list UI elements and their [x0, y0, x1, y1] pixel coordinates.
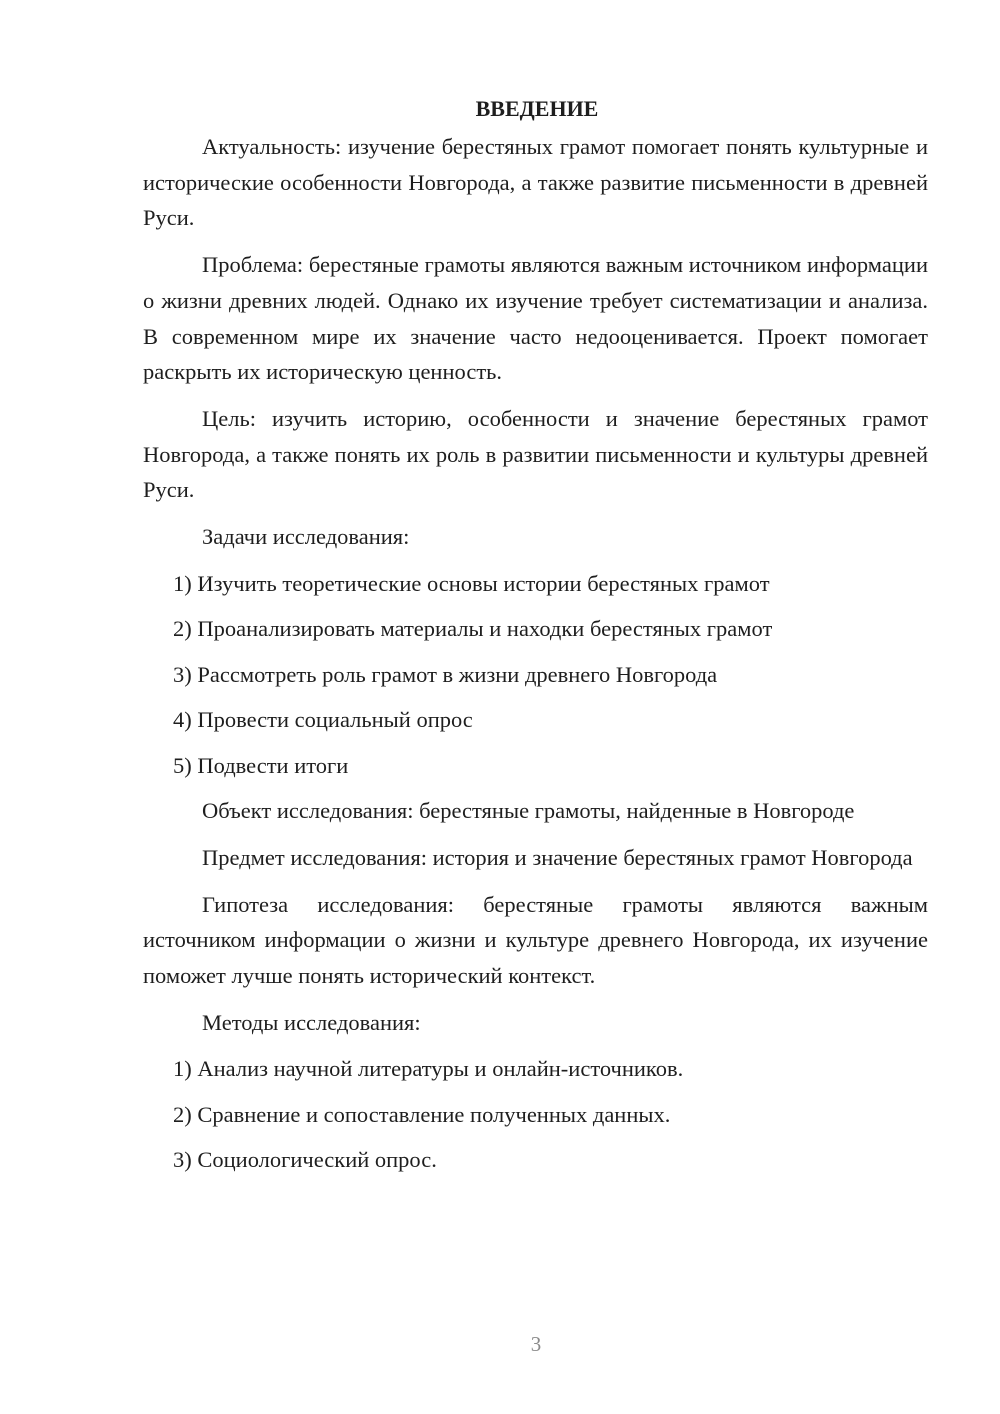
- list-item: 4) Провести социальный опрос: [173, 707, 473, 733]
- tasks-heading: Задачи исследования:: [202, 524, 410, 550]
- page-content: [143, 93, 928, 1188]
- page-title: ВВЕДЕНИЕ: [475, 96, 599, 121]
- list-item: 3) Рассмотреть роль грамот в жизни древнего Новгорода: [173, 661, 718, 687]
- list-item: 3) Социологический опрос.: [173, 1147, 437, 1173]
- list-item: 2) Проанализировать материалы и находки берестяных грамот: [173, 616, 773, 642]
- list-item: 5) Подвести итоги: [173, 752, 349, 778]
- relevance-paragraph: Актуальность: изучение берестяных грамот помогает понять культурные и исторические особенности Новгорода, а также развитие письменности в древней Руси.: [143, 134, 928, 231]
- methods-list: [143, 1051, 928, 1178]
- goal-paragraph: Цель: изучить историю, особенности и значение берестяных грамот Новгорода, а также понять их роль в развитии письменности и культуры древней Руси.: [143, 405, 928, 503]
- list-item: 1) Анализ научной литературы и онлайн-источников.: [173, 1056, 684, 1082]
- tasks-list: [143, 566, 928, 784]
- problem-paragraph: Проблема: берестяные грамоты являются важным источником информации о жизни древних людей. Однако их изучение требует систематизации и анализа. В современном мире их значение часто недооценивается. Проект помогает раскрыть их историческую ценность.: [143, 252, 928, 385]
- object-paragraph: Объект исследования: берестяные грамоты, найденные в Новгороде: [202, 798, 855, 824]
- list-item: 1) Изучить теоретические основы истории берестяных грамот: [173, 570, 770, 596]
- page-number: 3: [530, 1332, 542, 1356]
- list-item: 2) Сравнение и сопоставление полученных данных.: [173, 1101, 671, 1127]
- subject-paragraph: Предмет исследования: история и значение берестяных грамот Новгорода: [202, 844, 913, 870]
- hypothesis-paragraph: Гипотеза исследования: берестяные грамоты являются важным источником информации о жизни и культуре древнего Новгорода, их изучение поможет лучше понять исторический контекст.: [143, 891, 928, 989]
- methods-heading: Методы исследования:: [202, 1009, 421, 1035]
